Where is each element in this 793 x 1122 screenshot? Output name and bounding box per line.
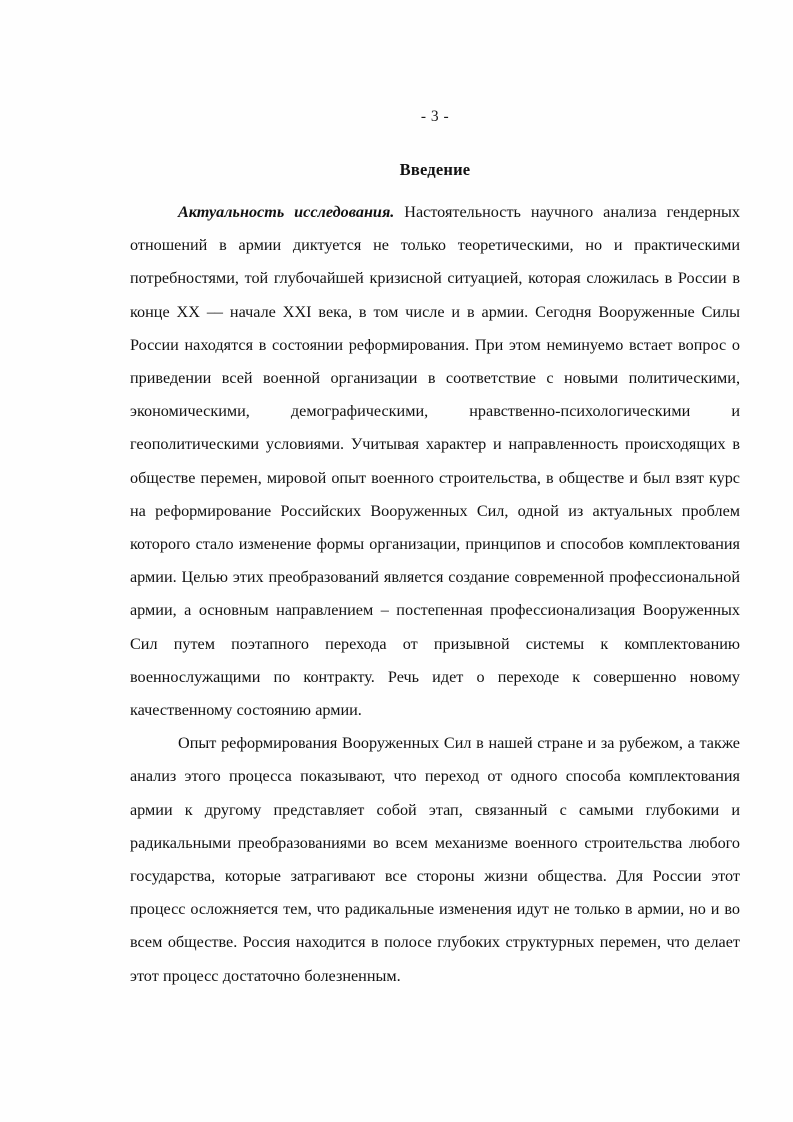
page-number: - 3 - <box>420 108 450 125</box>
paragraph-1 <box>130 196 740 727</box>
paragraph-1-lead: Актуальность исследования. <box>178 203 395 221</box>
page-content <box>130 108 740 993</box>
page-title: Введение <box>399 160 471 179</box>
paragraph-2-text: Опыт реформирования Вооруженных Сил в нашей стране и за рубежом, а также анализ этого процесса показывают, что переход от одного способа комплектования армии к другому представляет собой этап, связанный с самыми глубокими и радикальными преобразованиями во всем механизме военного строительства любого государства, которые затрагивают все стороны жизни общества. Для России этот процесс осложняется тем, что радикальные изменения идут не только в армии, но и во всем обществе. Россия находится в полосе глубоких структурных перемен, что делает этот процесс достаточно болезненным. <box>130 734 740 985</box>
paragraph-1-text: Настоятельность научного анализа гендерных отношений в армии диктуется не только теоретическими, но и практическими потребностями, той глубочайшей кризисной ситуацией, которая сложилась в России в конце XX –– начале XXI века, в том числе и в армии. Сегодня Вооруженные Силы России находятся в состоянии реформирования. При этом неминуемо встает вопрос о приведении всей военной организации в соответствие с новыми политическими, экономическими, демографическими, нравственно-психологическими и геополитическими условиями. Учитывая характер и направленность происходящих в обществе перемен, мировой опыт военного строительства, в обществе и был взят курс на реформирование Российских Вооруженных Сил, одной из актуальных проблем которого стало изменение формы организации, принципов и способов комплектования армии. Целью этих преобразований является создание современной профессиональной армии, а основным направлением – постепенная профессионализация Вооруженных Сил путем поэтапного перехода от призывной системы к комплектованию военнослужащими по контракту. Речь идет о переходе к совершенно новому качественному состоянию армии. <box>130 203 740 720</box>
paragraph-2 <box>130 727 740 993</box>
